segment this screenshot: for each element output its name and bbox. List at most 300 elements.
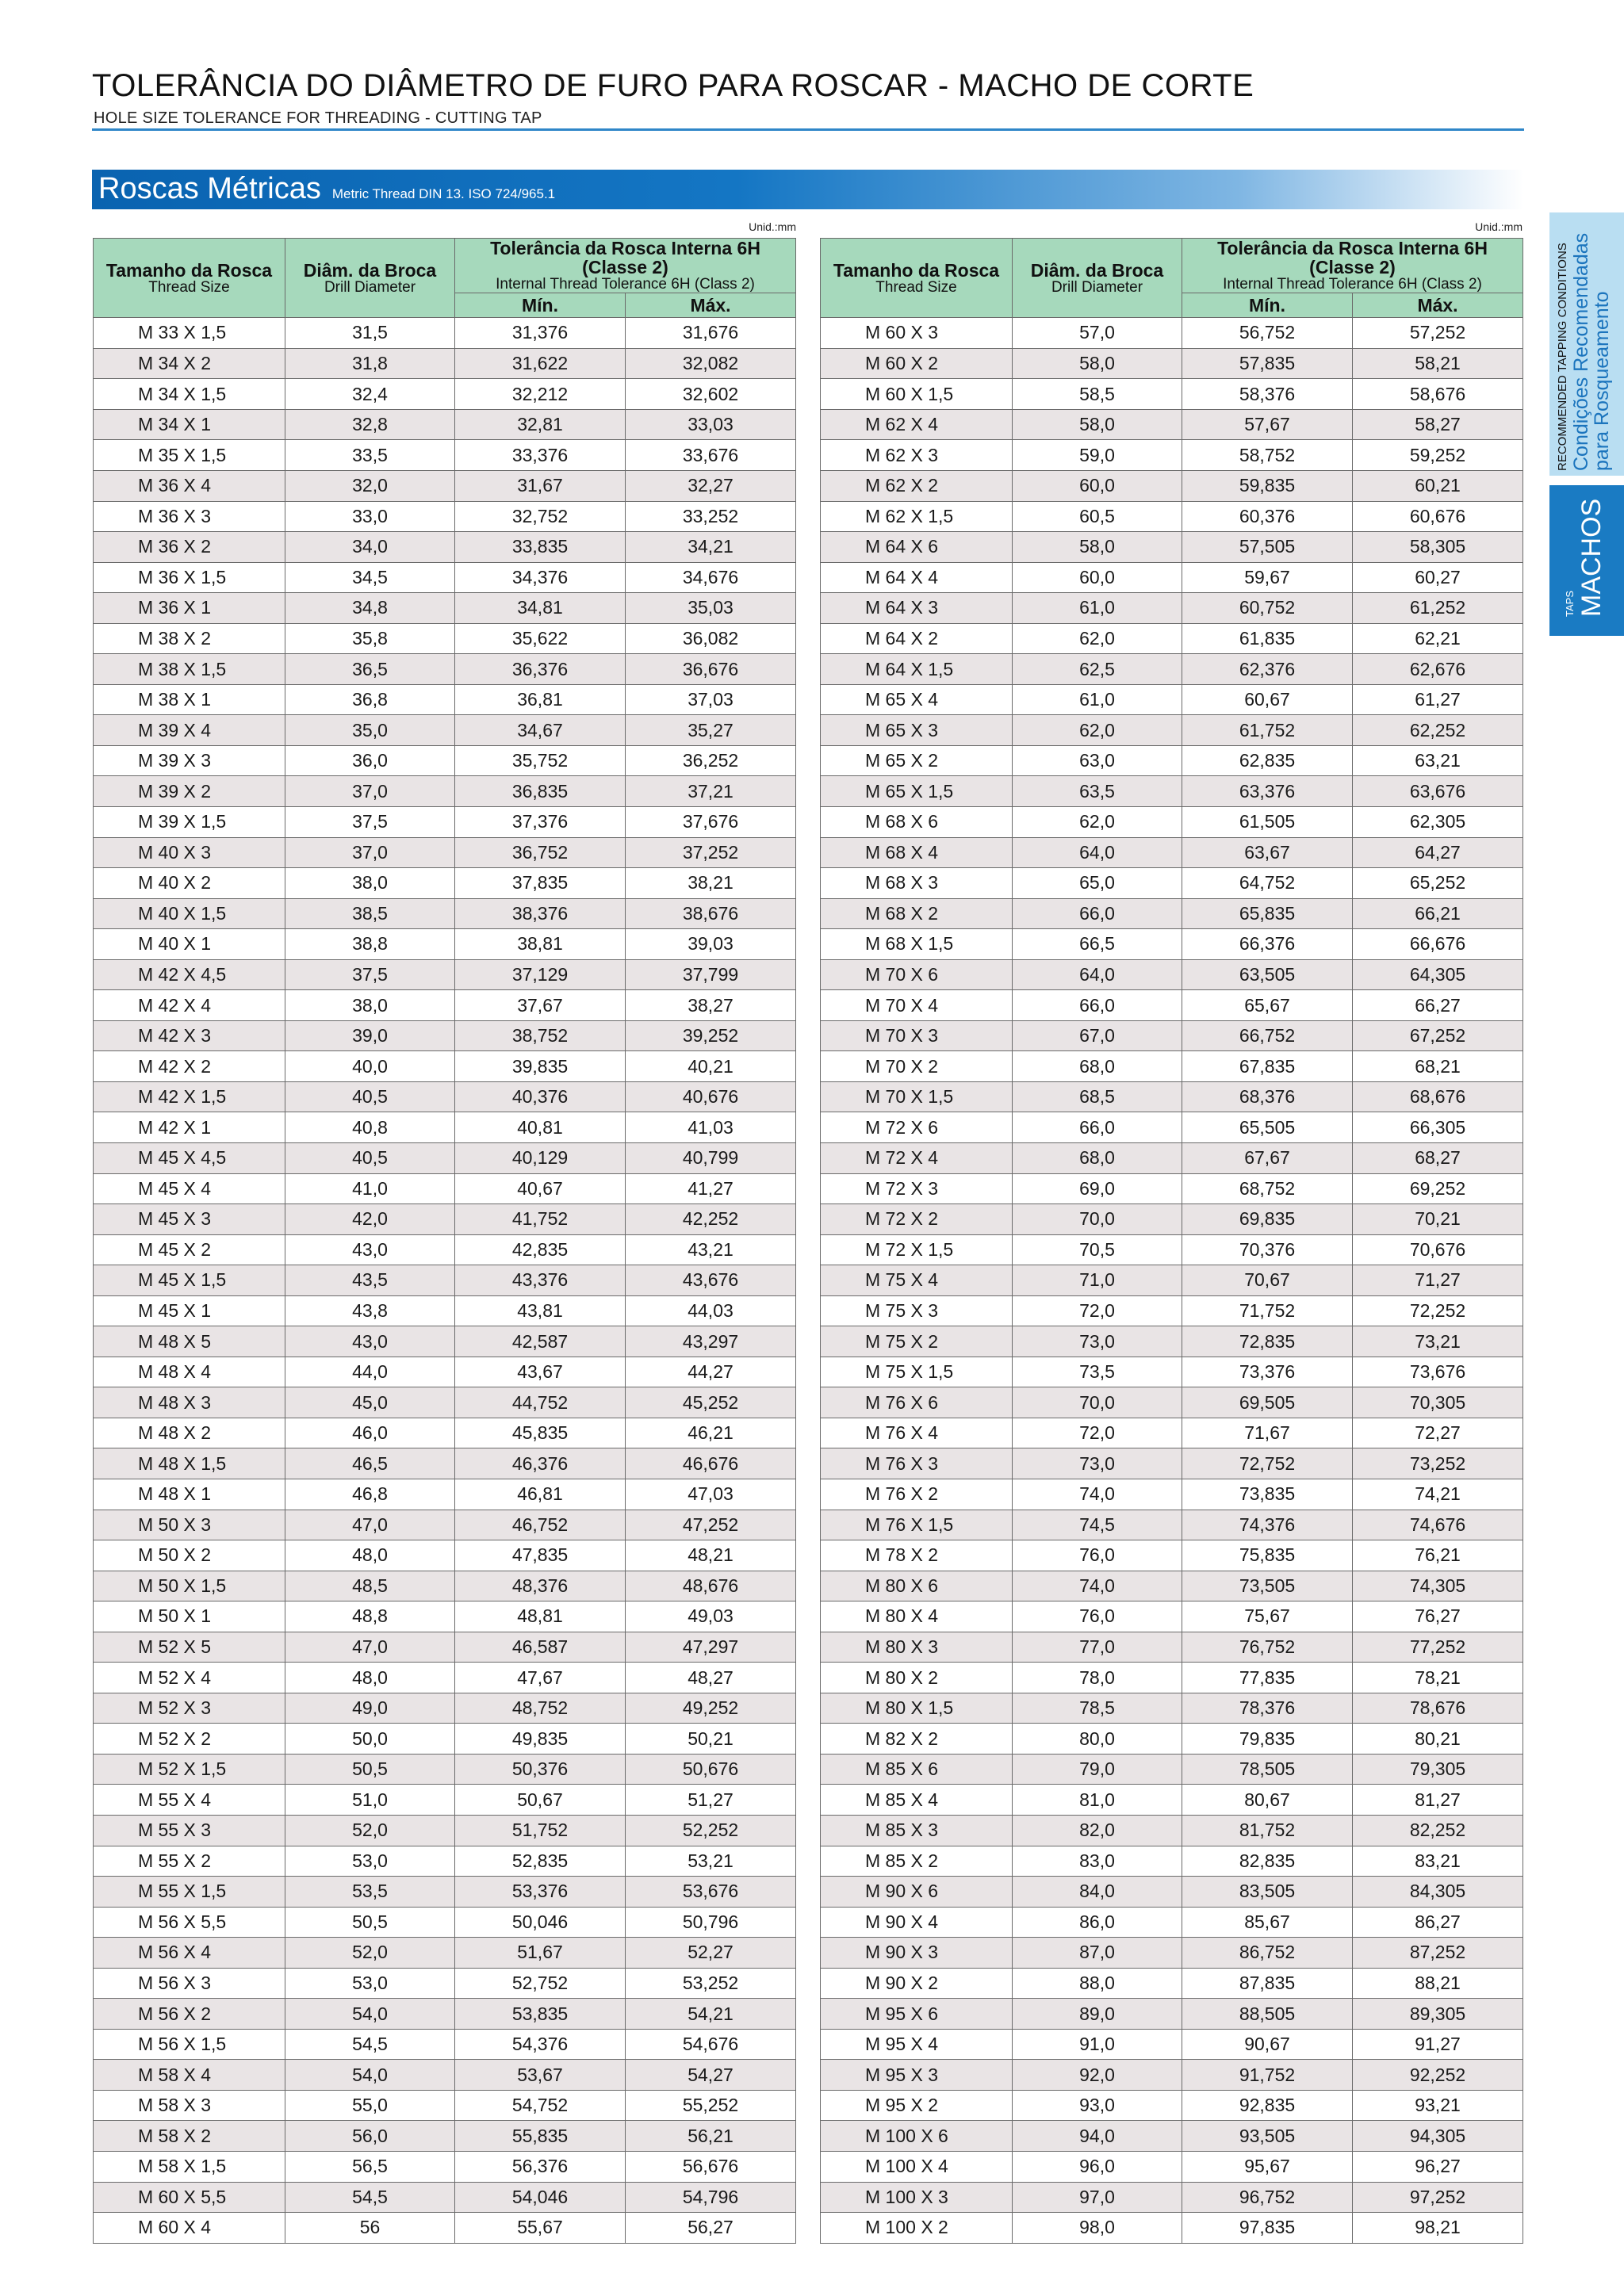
- table-row: [94, 1999, 796, 2030]
- drill-diameter-cell: 96,0: [1013, 2152, 1182, 2183]
- tolerance-max-cell: 72,27: [1353, 1418, 1523, 1448]
- thread-size-cell: M 60 X 1,5: [821, 379, 1013, 410]
- tolerance-max-cell: 74,676: [1353, 1510, 1523, 1540]
- drill-diameter-cell: 53,0: [285, 1968, 455, 1999]
- drill-diameter-cell: 83,0: [1013, 1846, 1182, 1877]
- thread-size-cell: M 64 X 3: [821, 593, 1013, 624]
- table-row: [94, 2090, 796, 2121]
- tolerance-min-cell: 72,835: [1182, 1326, 1353, 1357]
- table-row: [94, 501, 796, 532]
- drill-diameter-cell: 92,0: [1013, 2060, 1182, 2091]
- thread-size-cell: M 70 X 3: [821, 1020, 1013, 1051]
- thread-size-cell: M 52 X 2: [94, 1724, 285, 1755]
- table-row: [94, 1418, 796, 1448]
- tolerance-min-cell: 37,376: [455, 806, 626, 837]
- header-tolerance: Tolerância da Rosca Interna 6H (Classe 2) Internal Thread Tolerance 6H (Class 2): [455, 239, 796, 293]
- tolerance-min-cell: 87,835: [1182, 1968, 1353, 1999]
- tolerance-max-cell: 37,676: [626, 806, 796, 837]
- thread-size-cell: M 50 X 2: [94, 1540, 285, 1571]
- drill-diameter-cell: 78,5: [1013, 1693, 1182, 1724]
- drill-diameter-cell: 46,8: [285, 1479, 455, 1510]
- tolerance-max-cell: 88,21: [1353, 1968, 1523, 1999]
- table-row: [821, 440, 1523, 471]
- drill-diameter-cell: 66,0: [1013, 898, 1182, 929]
- tolerance-min-cell: 36,376: [455, 654, 626, 685]
- side-tab-taps[interactable]: [1549, 485, 1624, 636]
- drill-diameter-cell: 74,5: [1013, 1510, 1182, 1540]
- thread-size-cell: M 65 X 4: [821, 684, 1013, 715]
- tolerance-min-cell: 50,376: [455, 1754, 626, 1785]
- table-body-left: [94, 318, 796, 2243]
- drill-diameter-cell: 82,0: [1013, 1816, 1182, 1846]
- table-row: [94, 1234, 796, 1265]
- thread-size-cell: M 40 X 1,5: [94, 898, 285, 929]
- table-row: [94, 990, 796, 1021]
- table-row: [821, 2121, 1523, 2152]
- tolerance-min-cell: 40,129: [455, 1142, 626, 1173]
- table-row: [94, 1020, 796, 1051]
- tolerance-min-cell: 66,376: [1182, 929, 1353, 960]
- tolerance-min-cell: 54,046: [455, 2182, 626, 2213]
- tolerance-max-cell: 66,27: [1353, 990, 1523, 1021]
- thread-size-cell: M 34 X 2: [94, 348, 285, 379]
- tolerance-min-cell: 75,835: [1182, 1540, 1353, 1571]
- drill-diameter-cell: 43,8: [285, 1295, 455, 1326]
- thread-size-cell: M 80 X 2: [821, 1663, 1013, 1693]
- thread-size-cell: M 95 X 3: [821, 2060, 1013, 2091]
- thread-size-cell: M 70 X 2: [821, 1051, 1013, 1082]
- tolerance-max-cell: 57,252: [1353, 318, 1523, 349]
- drill-diameter-cell: 58,0: [1013, 532, 1182, 563]
- tolerance-max-cell: 56,676: [626, 2152, 796, 2183]
- tolerance-max-cell: 58,305: [1353, 532, 1523, 563]
- drill-diameter-cell: 48,0: [285, 1663, 455, 1693]
- table-row: [94, 1448, 796, 1479]
- thread-size-cell: M 62 X 4: [821, 409, 1013, 440]
- page-title: TOLERÂNCIA DO DIÂMETRO DE FURO PARA ROSCAR - MACHO DE CORTE: [92, 68, 1254, 103]
- tolerance-min-cell: 37,67: [455, 990, 626, 1021]
- tolerance-max-cell: 71,27: [1353, 1265, 1523, 1296]
- drill-diameter-cell: 41,0: [285, 1173, 455, 1204]
- table-row: [94, 532, 796, 563]
- drill-diameter-cell: 88,0: [1013, 1968, 1182, 1999]
- tolerance-max-cell: 93,21: [1353, 2090, 1523, 2121]
- tolerance-max-cell: 62,21: [1353, 623, 1523, 654]
- tolerance-max-cell: 38,676: [626, 898, 796, 929]
- tolerance-max-cell: 50,796: [626, 1907, 796, 1938]
- table-row: [821, 1173, 1523, 1204]
- header-drill-diameter: Diâm. da Broca Drill Diameter: [1013, 239, 1182, 318]
- tolerance-max-cell: 80,21: [1353, 1724, 1523, 1755]
- table-row: [821, 1387, 1523, 1418]
- tolerance-min-cell: 38,376: [455, 898, 626, 929]
- thread-size-cell: M 42 X 1: [94, 1112, 285, 1143]
- tolerance-max-cell: 62,676: [1353, 654, 1523, 685]
- tolerance-min-cell: 65,505: [1182, 1112, 1353, 1143]
- tolerance-min-cell: 59,67: [1182, 562, 1353, 593]
- tolerance-max-cell: 47,252: [626, 1510, 796, 1540]
- tolerance-max-cell: 62,305: [1353, 806, 1523, 837]
- tolerance-min-cell: 31,622: [455, 348, 626, 379]
- drill-diameter-cell: 37,5: [285, 959, 455, 990]
- drill-diameter-cell: 54,0: [285, 1999, 455, 2030]
- drill-diameter-cell: 69,0: [1013, 1173, 1182, 1204]
- table-row: [94, 1724, 796, 1755]
- drill-diameter-cell: 48,8: [285, 1601, 455, 1632]
- thread-size-cell: M 60 X 5,5: [94, 2182, 285, 2213]
- tolerance-min-cell: 43,67: [455, 1357, 626, 1387]
- tolerance-min-cell: 71,752: [1182, 1295, 1353, 1326]
- thread-size-cell: M 50 X 3: [94, 1510, 285, 1540]
- drill-diameter-cell: 38,0: [285, 868, 455, 899]
- table-row: [821, 593, 1523, 624]
- thread-size-cell: M 48 X 3: [94, 1387, 285, 1418]
- tolerance-min-cell: 64,752: [1182, 868, 1353, 899]
- tolerance-max-cell: 50,21: [626, 1724, 796, 1755]
- tolerance-max-cell: 39,03: [626, 929, 796, 960]
- drill-diameter-cell: 68,0: [1013, 1142, 1182, 1173]
- tolerance-min-cell: 63,67: [1182, 837, 1353, 868]
- tolerance-min-cell: 53,67: [455, 2060, 626, 2091]
- tolerance-max-cell: 68,21: [1353, 1051, 1523, 1082]
- tolerance-min-cell: 61,752: [1182, 715, 1353, 746]
- tolerance-min-cell: 95,67: [1182, 2152, 1353, 2183]
- table-row: [94, 1968, 796, 1999]
- table-row: [94, 1693, 796, 1724]
- table-row: [94, 1846, 796, 1877]
- thread-size-cell: M 36 X 3: [94, 501, 285, 532]
- table-row: [821, 2213, 1523, 2244]
- tolerance-max-cell: 60,21: [1353, 470, 1523, 501]
- tolerance-max-cell: 36,252: [626, 745, 796, 776]
- drill-diameter-cell: 52,0: [285, 1938, 455, 1969]
- tolerance-max-cell: 48,27: [626, 1663, 796, 1693]
- tolerance-min-cell: 40,376: [455, 1081, 626, 1112]
- drill-diameter-cell: 31,5: [285, 318, 455, 349]
- table-row: [94, 1510, 796, 1540]
- tolerance-max-cell: 58,27: [1353, 409, 1523, 440]
- tolerance-max-cell: 32,602: [626, 379, 796, 410]
- tolerance-max-cell: 66,676: [1353, 929, 1523, 960]
- table-row: [821, 1601, 1523, 1632]
- section-header: [92, 170, 1524, 209]
- thread-size-cell: M 38 X 1,5: [94, 654, 285, 685]
- drill-diameter-cell: 78,0: [1013, 1663, 1182, 1693]
- drill-diameter-cell: 60,5: [1013, 501, 1182, 532]
- thread-size-cell: M 64 X 4: [821, 562, 1013, 593]
- thread-size-cell: M 70 X 6: [821, 959, 1013, 990]
- table-row: [821, 1999, 1523, 2030]
- thread-size-cell: M 42 X 4: [94, 990, 285, 1021]
- table-row: [821, 1938, 1523, 1969]
- tolerance-max-cell: 42,252: [626, 1204, 796, 1235]
- table-row: [94, 1601, 796, 1632]
- header-max: Máx.: [1353, 293, 1523, 318]
- tolerance-max-cell: 60,676: [1353, 501, 1523, 532]
- thread-size-cell: M 76 X 3: [821, 1448, 1013, 1479]
- thread-size-cell: M 40 X 2: [94, 868, 285, 899]
- thread-size-cell: M 45 X 1,5: [94, 1265, 285, 1296]
- drill-diameter-cell: 94,0: [1013, 2121, 1182, 2152]
- drill-diameter-cell: 39,0: [285, 1020, 455, 1051]
- tolerance-max-cell: 33,03: [626, 409, 796, 440]
- thread-size-cell: M 56 X 1,5: [94, 2029, 285, 2060]
- tolerance-min-cell: 78,376: [1182, 1693, 1353, 1724]
- tolerance-max-cell: 78,676: [1353, 1693, 1523, 1724]
- tolerance-min-cell: 55,835: [455, 2121, 626, 2152]
- drill-diameter-cell: 66,5: [1013, 929, 1182, 960]
- tolerance-min-cell: 66,752: [1182, 1020, 1353, 1051]
- thread-size-cell: M 64 X 2: [821, 623, 1013, 654]
- tolerance-min-cell: 48,376: [455, 1571, 626, 1601]
- tolerance-max-cell: 81,27: [1353, 1785, 1523, 1816]
- drill-diameter-cell: 84,0: [1013, 1877, 1182, 1908]
- table-row: [94, 1051, 796, 1082]
- tolerance-max-cell: 96,27: [1353, 2152, 1523, 2183]
- thread-size-cell: M 100 X 6: [821, 2121, 1013, 2152]
- drill-diameter-cell: 54,5: [285, 2029, 455, 2060]
- tolerance-min-cell: 37,835: [455, 868, 626, 899]
- tolerance-min-cell: 35,752: [455, 745, 626, 776]
- drill-diameter-cell: 56: [285, 2213, 455, 2244]
- tolerance-min-cell: 57,505: [1182, 532, 1353, 563]
- tolerance-min-cell: 86,752: [1182, 1938, 1353, 1969]
- drill-diameter-cell: 66,0: [1013, 990, 1182, 1021]
- tolerance-min-cell: 31,376: [455, 318, 626, 349]
- tolerance-max-cell: 32,082: [626, 348, 796, 379]
- thread-size-cell: M 36 X 1: [94, 593, 285, 624]
- header-thread-size: Tamanho da Rosca Thread Size: [821, 239, 1013, 318]
- drill-diameter-cell: 68,0: [1013, 1051, 1182, 1082]
- tolerance-min-cell: 58,376: [1182, 379, 1353, 410]
- tolerance-min-cell: 68,752: [1182, 1173, 1353, 1204]
- drill-diameter-cell: 74,0: [1013, 1479, 1182, 1510]
- drill-diameter-cell: 68,5: [1013, 1081, 1182, 1112]
- table-row: [821, 1846, 1523, 1877]
- table-row: [94, 593, 796, 624]
- thread-size-cell: M 45 X 4: [94, 1173, 285, 1204]
- tolerance-max-cell: 68,676: [1353, 1081, 1523, 1112]
- tolerance-min-cell: 41,752: [455, 1204, 626, 1235]
- tolerance-min-cell: 62,376: [1182, 654, 1353, 685]
- tolerance-min-cell: 92,835: [1182, 2090, 1353, 2121]
- tolerance-max-cell: 31,676: [626, 318, 796, 349]
- tolerance-max-cell: 35,27: [626, 715, 796, 746]
- tolerance-max-cell: 92,252: [1353, 2060, 1523, 2091]
- drill-diameter-cell: 40,0: [285, 1051, 455, 1082]
- thread-size-cell: M 34 X 1,5: [94, 379, 285, 410]
- tolerance-min-cell: 83,505: [1182, 1877, 1353, 1908]
- table-row: [94, 1357, 796, 1387]
- side-tab-taps-en: TAPS: [1564, 591, 1576, 617]
- tolerance-min-cell: 75,67: [1182, 1601, 1353, 1632]
- tolerance-max-cell: 91,27: [1353, 2029, 1523, 2060]
- tolerance-min-cell: 72,752: [1182, 1448, 1353, 1479]
- drill-diameter-cell: 43,5: [285, 1265, 455, 1296]
- table-row: [821, 684, 1523, 715]
- tolerance-min-cell: 73,376: [1182, 1357, 1353, 1387]
- tolerance-min-cell: 90,67: [1182, 2029, 1353, 2060]
- table-row: [821, 1571, 1523, 1601]
- table-row: [821, 1051, 1523, 1082]
- tolerance-min-cell: 42,587: [455, 1326, 626, 1357]
- table-row: [94, 318, 796, 349]
- drill-diameter-cell: 73,0: [1013, 1326, 1182, 1357]
- tolerance-min-cell: 57,835: [1182, 348, 1353, 379]
- thread-size-cell: M 55 X 4: [94, 1785, 285, 1816]
- thread-size-cell: M 40 X 1: [94, 929, 285, 960]
- drill-diameter-cell: 60,0: [1013, 470, 1182, 501]
- table-row: [821, 409, 1523, 440]
- tolerance-max-cell: 61,252: [1353, 593, 1523, 624]
- tolerance-max-cell: 40,676: [626, 1081, 796, 1112]
- tolerance-min-cell: 73,505: [1182, 1571, 1353, 1601]
- table-row: [94, 898, 796, 929]
- table-row: [821, 2090, 1523, 2121]
- thread-size-cell: M 33 X 1,5: [94, 318, 285, 349]
- tolerance-min-cell: 37,129: [455, 959, 626, 990]
- drill-diameter-cell: 36,8: [285, 684, 455, 715]
- table-row: [821, 1632, 1523, 1663]
- table-row: [821, 1907, 1523, 1938]
- thread-size-cell: M 48 X 2: [94, 1418, 285, 1448]
- tolerance-max-cell: 33,252: [626, 501, 796, 532]
- drill-diameter-cell: 62,5: [1013, 654, 1182, 685]
- tolerance-max-cell: 49,03: [626, 1601, 796, 1632]
- tolerance-min-cell: 32,752: [455, 501, 626, 532]
- drill-diameter-cell: 54,5: [285, 2182, 455, 2213]
- thread-size-cell: M 100 X 3: [821, 2182, 1013, 2213]
- table-row: [821, 959, 1523, 990]
- thread-size-cell: M 48 X 1: [94, 1479, 285, 1510]
- tolerance-max-cell: 37,21: [626, 776, 796, 807]
- thread-size-cell: M 76 X 2: [821, 1479, 1013, 1510]
- tolerance-min-cell: 80,67: [1182, 1785, 1353, 1816]
- tolerance-min-cell: 61,505: [1182, 806, 1353, 837]
- tolerance-min-cell: 55,67: [455, 2213, 626, 2244]
- tolerance-max-cell: 73,252: [1353, 1448, 1523, 1479]
- drill-diameter-cell: 59,0: [1013, 440, 1182, 471]
- table-row: [94, 1265, 796, 1296]
- thread-size-cell: M 45 X 1: [94, 1295, 285, 1326]
- table-row: [821, 990, 1523, 1021]
- tolerance-max-cell: 64,305: [1353, 959, 1523, 990]
- tolerance-min-cell: 44,752: [455, 1387, 626, 1418]
- tolerance-min-cell: 34,376: [455, 562, 626, 593]
- table-row: [94, 1754, 796, 1785]
- drill-diameter-cell: 55,0: [285, 2090, 455, 2121]
- table-row: [94, 1571, 796, 1601]
- tolerance-min-cell: 34,81: [455, 593, 626, 624]
- tolerance-max-cell: 63,676: [1353, 776, 1523, 807]
- thread-size-cell: M 50 X 1: [94, 1601, 285, 1632]
- tolerance-max-cell: 56,27: [626, 2213, 796, 2244]
- tolerance-max-cell: 48,676: [626, 1571, 796, 1601]
- thread-size-cell: M 52 X 3: [94, 1693, 285, 1724]
- table-row: [821, 2152, 1523, 2183]
- thread-size-cell: M 35 X 1,5: [94, 440, 285, 471]
- tolerance-max-cell: 70,676: [1353, 1234, 1523, 1265]
- tolerance-min-cell: 59,835: [1182, 470, 1353, 501]
- drill-diameter-cell: 66,0: [1013, 1112, 1182, 1143]
- tolerance-min-cell: 67,67: [1182, 1142, 1353, 1173]
- drill-diameter-cell: 89,0: [1013, 1999, 1182, 2030]
- tolerance-min-cell: 77,835: [1182, 1663, 1353, 1693]
- drill-diameter-cell: 81,0: [1013, 1785, 1182, 1816]
- tolerance-max-cell: 46,676: [626, 1448, 796, 1479]
- table-row: [821, 1479, 1523, 1510]
- drill-diameter-cell: 73,0: [1013, 1448, 1182, 1479]
- tolerance-min-cell: 47,67: [455, 1663, 626, 1693]
- tolerance-max-cell: 37,03: [626, 684, 796, 715]
- drill-diameter-cell: 34,0: [285, 532, 455, 563]
- drill-diameter-cell: 70,5: [1013, 1234, 1182, 1265]
- table-row: [94, 1142, 796, 1173]
- table-row: [821, 1968, 1523, 1999]
- tolerance-max-cell: 67,252: [1353, 1020, 1523, 1051]
- thread-size-cell: M 80 X 3: [821, 1632, 1013, 1663]
- tolerance-min-cell: 70,376: [1182, 1234, 1353, 1265]
- tolerance-max-cell: 51,27: [626, 1785, 796, 1816]
- drill-diameter-cell: 57,0: [1013, 318, 1182, 349]
- tolerance-min-cell: 38,752: [455, 1020, 626, 1051]
- tolerance-min-cell: 52,835: [455, 1846, 626, 1877]
- drill-diameter-cell: 44,0: [285, 1357, 455, 1387]
- tolerance-min-cell: 60,67: [1182, 684, 1353, 715]
- drill-diameter-cell: 36,5: [285, 654, 455, 685]
- tolerance-max-cell: 73,676: [1353, 1357, 1523, 1387]
- drill-diameter-cell: 37,5: [285, 806, 455, 837]
- table-row: [821, 532, 1523, 563]
- tolerance-min-cell: 45,835: [455, 1418, 626, 1448]
- tolerance-max-cell: 36,676: [626, 654, 796, 685]
- table-row: [94, 2152, 796, 2183]
- tolerance-min-cell: 47,835: [455, 1540, 626, 1571]
- tolerance-min-cell: 82,835: [1182, 1846, 1353, 1877]
- table-row: [94, 2213, 796, 2244]
- tolerance-max-cell: 97,252: [1353, 2182, 1523, 2213]
- table-row: [821, 501, 1523, 532]
- table-row: [94, 1907, 796, 1938]
- drill-diameter-cell: 37,0: [285, 837, 455, 868]
- tolerance-max-cell: 40,799: [626, 1142, 796, 1173]
- tolerance-min-cell: 73,835: [1182, 1479, 1353, 1510]
- drill-diameter-cell: 62,0: [1013, 623, 1182, 654]
- drill-diameter-cell: 67,0: [1013, 1020, 1182, 1051]
- thread-size-cell: M 85 X 2: [821, 1846, 1013, 1877]
- table-row: [821, 776, 1523, 807]
- drill-diameter-cell: 42,0: [285, 1204, 455, 1235]
- drill-diameter-cell: 52,0: [285, 1816, 455, 1846]
- table-row: [94, 1173, 796, 1204]
- tolerance-max-cell: 55,252: [626, 2090, 796, 2121]
- table-row: [821, 1540, 1523, 1571]
- tolerance-min-cell: 53,376: [455, 1877, 626, 1908]
- tolerance-min-cell: 54,376: [455, 2029, 626, 2060]
- thread-size-cell: M 45 X 3: [94, 1204, 285, 1235]
- thread-size-cell: M 80 X 4: [821, 1601, 1013, 1632]
- table-row: [94, 1081, 796, 1112]
- thread-size-cell: M 56 X 2: [94, 1999, 285, 2030]
- side-tab-conditions[interactable]: [1549, 212, 1624, 476]
- thread-size-cell: M 68 X 4: [821, 837, 1013, 868]
- tolerance-min-cell: 79,835: [1182, 1724, 1353, 1755]
- table-row: [94, 1387, 796, 1418]
- table-row: [821, 715, 1523, 746]
- drill-diameter-cell: 43,0: [285, 1326, 455, 1357]
- table-row: [94, 1663, 796, 1693]
- table-row: [821, 562, 1523, 593]
